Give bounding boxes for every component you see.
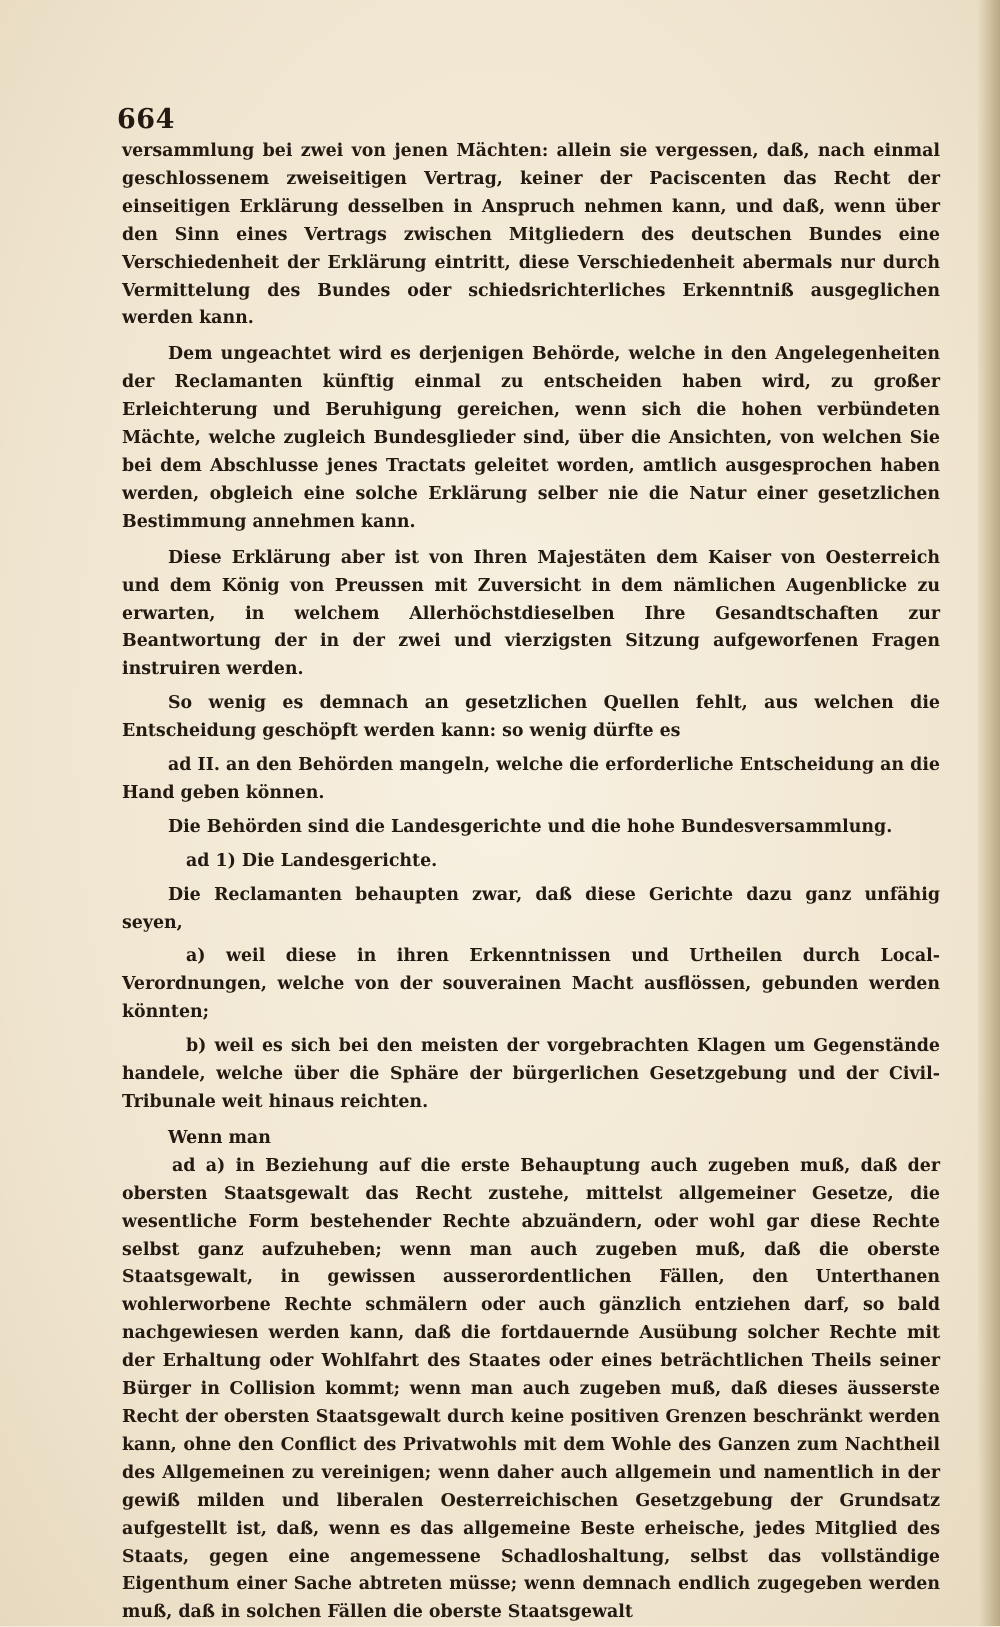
paragraph-continuation: versammlung bei zwei von jenen Mächten: allein sie vergessen, daß, nach einmal geschlossenem zweiseitigen Vertrag, keiner der Paciscenten das Recht der einseitigen Erklärung desselben in Anspruch nehmen kann, und daß, wenn über den Sinn eines Vertrags zwischen Mitgliedern des deutschen Bundes eine Verschiedenheit der Erklärung eintritt, diese Verschiedenheit abermals nur durch Vermittelung des Bundes oder schiedsrichterliches Erkenntniß ausgeglichen werden kann. — [122, 141, 940, 329]
body-text — [122, 138, 940, 1627]
paragraph-die-behoerden: Die Behörden sind die Landesgerichte und die hohe Bundesversammlung. — [168, 816, 893, 837]
paragraph-diese-erklaerung: Diese Erklärung aber ist von Ihren Majestäten dem Kaiser von Oesterreich und dem König von Preussen mit Zuversicht in dem nämlichen Augenblicke zu erwarten, in welchem Allerhöchstdieselben Ihre Gesandtschaften zur Beantwortung der in der zwei und vierzigsten Sitzung aufgeworfenen Fragen instruiren werden. — [122, 547, 940, 680]
paragraph-so-wenig: So wenig es demnach an gesetzlichen Quellen fehlt, aus welchen die Entscheidung geschöpft werden kann: so wenig dürfte es — [122, 693, 940, 742]
list-item-b: b) weil es sich bei den meisten der vorgebrachten Klagen um Gegenstände handele, welche über die Sphäre der bürgerlichen Gesetzgebung und der Civil-Tribunale weit hinaus reichten. — [122, 1036, 940, 1112]
paragraph-wenn-man: Wenn man — [168, 1127, 271, 1148]
page-number: 664 — [117, 104, 175, 135]
paragraph-ad-ii: ad II. an den Behörden mangeln, welche die erforderliche Entscheidung an die Hand geben können. — [122, 755, 940, 803]
paragraph-dem-ungeachtet: Dem ungeachtet wird es derjenigen Behörde, welche in den Angelegenheiten der Reclamanten künftig einmal zu entscheiden haben wird, zu großer Erleichterung und Beruhigung gereichen, wenn sich die hohen verbündeten Mächte, welche zugleich Bundesglieder sind, über die Ansichten, von welchen Sie bei dem Abschlusse jenes Tractats geleitet worden, amtlich ausgesprochen haben werden, obgleich eine solche Erklärung selber nie die Natur einer gesetzlichen Bestimmung annehmen kann. — [122, 344, 940, 532]
heading-ad-1-landesgerichte: ad 1) Die Landesgerichte. — [186, 850, 438, 871]
page-edge-shadow — [978, 0, 1000, 1626]
list-item-a: a) weil diese in ihren Erkenntnissen und Urtheilen durch Local-Verordnungen, welche von der souverainen Macht ausflössen, gebunden werden könnten; — [122, 946, 940, 1023]
paragraph-reclamanten: Die Reclamanten behaupten zwar, daß diese Gerichte dazu ganz unfähig seyen, — [122, 884, 940, 933]
paragraph-ad-a: ad a) in Beziehung auf die erste Behauptung auch zugeben muß, daß der obersten Staatsgewalt das Recht zustehe, mittelst allgemeiner Gesetze, die wesentliche Form bestehender Rechte abzuändern, oder wohl gar diese Rechte selbst ganz aufzuheben; wenn man auch zugeben muß, daß die oberste Staatsgewalt, in gewissen ausserordentlichen Fällen, den Unterthanen wohlerworbene Rechte schmälern oder auch gänzlich entziehen darf, so bald nachgewiesen werden kann, daß die fortdauernde Ausübung solcher Rechte mit der Erhaltung oder Wohlfahrt des Staates oder eines beträchtlichen Theils seiner Bürger in Collision kommt; wenn man auch zugeben muß, daß dieses äusserste Recht der obersten Staatsgewalt durch keine positiven Grenzen beschränkt werden kann, ohne den Conflict des Privatwohls mit dem Wohle des Ganzen zum Nachtheil des Allgemeinen zu vereinigen; wenn daher auch allgemein und namentlich in der gewiß milden und liberalen Oesterreichischen Gesetzgebung der Grundsatz aufgestellt ist, daß, wenn es das allgemeine Beste erheische, jedes Mitglied des Staats, gegen eine angemessene Schadloshaltung, selbst das vollständige Eigenthum einer Sache abtreten müsse; wenn demnach endlich zugegeben werden muß, daß in solchen Fällen die oberste Staatsgewalt — [122, 1155, 940, 1623]
